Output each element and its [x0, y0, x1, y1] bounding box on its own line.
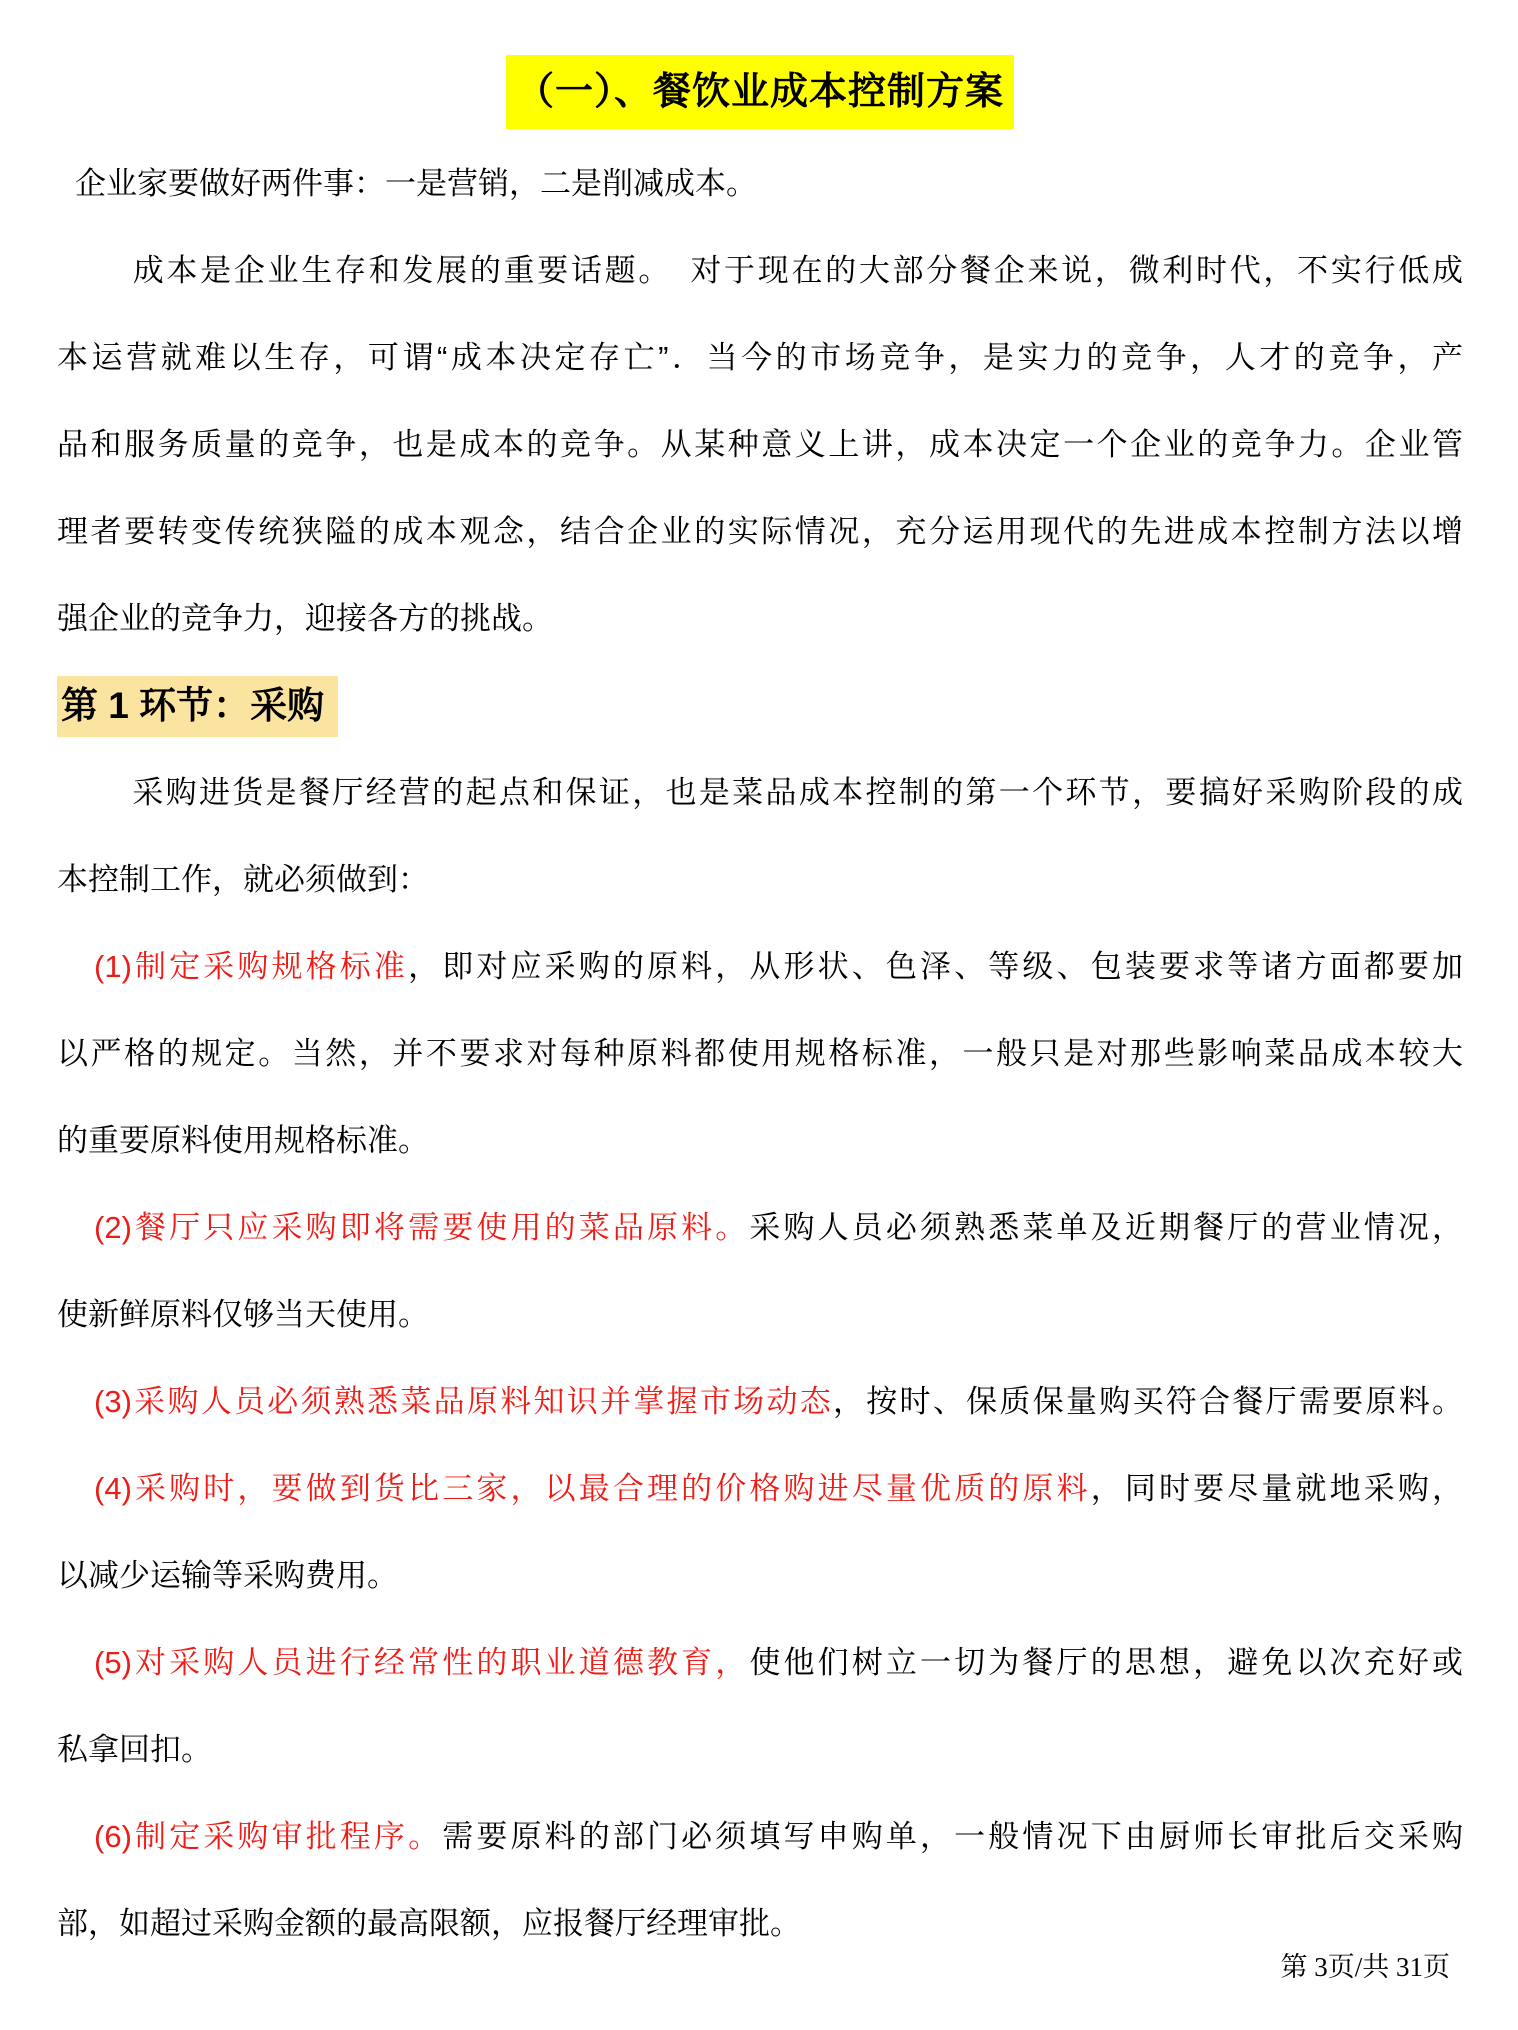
- body-text: 以严格的规定。当然，并不要求对每种原料都使用规格标准，一般只是对那些影响菜品成本较大: [57, 1036, 1463, 1071]
- first-line-indent: [57, 1846, 94, 1847]
- body-line: [57, 401, 1463, 488]
- body-text: 使新鲜原料仅够当天使用。: [57, 1297, 429, 1332]
- body-line: [57, 314, 1463, 401]
- body-line: [57, 1445, 1463, 1532]
- document-title: （一）、餐饮业成本控制方案: [506, 55, 1014, 129]
- document-page: [57, 55, 1463, 1967]
- first-line-indent: [57, 1672, 94, 1673]
- body-line: [57, 1010, 1463, 1097]
- page-number-footer: 第 3页/共 31页: [1280, 1952, 1450, 1982]
- emphasis-red-text: (2)餐厅只应采购即将需要使用的菜品原料。: [94, 1210, 750, 1245]
- body-line: [57, 1706, 1463, 1793]
- body-line: [57, 923, 1463, 1010]
- body-line: [57, 1619, 1463, 1706]
- body-line: [57, 1880, 1463, 1967]
- body-text: ，按时、保质保量购买符合餐厅需要原料。: [833, 1384, 1463, 1419]
- body-text: 私拿回扣。: [57, 1732, 212, 1767]
- body-text: 品和服务质量的竞争，也是成本的竞争。从某种意义上讲，成本决定一个企业的竞争力。企业管: [57, 427, 1463, 462]
- body-text: ，即对应采购的原料，从形状、色泽、等级、包装要求等诸方面都要加: [408, 949, 1464, 984]
- emphasis-red-text: (4)采购时，要做到货比三家，以最合理的价格购进尽量优质的原料: [94, 1471, 1091, 1506]
- first-line-indent: [57, 802, 130, 803]
- body-line: [57, 227, 1463, 314]
- body-text: 的重要原料使用规格标准。: [57, 1123, 429, 1158]
- body-text: 部，如超过采购金额的最高限额，应报餐厅经理审批。: [57, 1906, 801, 1941]
- body-line: [57, 1358, 1463, 1445]
- first-line-indent: [57, 1411, 94, 1412]
- body-text: 成本是企业生存和发展的重要话题。 对于现在的大部分餐企来说，微利时代，不实行低成: [130, 253, 1463, 288]
- body-text: 理者要转变传统狭隘的成本观念，结合企业的实际情况，充分运用现代的先进成本控制方法以增: [57, 514, 1463, 549]
- emphasis-red-text: (3)采购人员必须熟悉菜品原料知识并掌握市场动态: [94, 1384, 833, 1419]
- section-heading: 第 1 环节：采购: [57, 676, 338, 737]
- body-text: 采购进货是餐厅经营的起点和保证，也是菜品成本控制的第一个环节，要搞好采购阶段的成: [130, 775, 1463, 810]
- first-line-indent: [57, 976, 94, 977]
- emphasis-red-text: (6)制定采购审批程序。: [94, 1819, 443, 1854]
- body-line: [57, 836, 1463, 923]
- body-text: 采购人员必须熟悉菜单及近期餐厅的营业情况，: [749, 1210, 1463, 1245]
- section-heading-row: [57, 662, 1463, 749]
- body-line: [57, 140, 1463, 227]
- body-line: [57, 1271, 1463, 1358]
- first-line-indent: [57, 1237, 94, 1238]
- body-text: 强企业的竞争力，迎接各方的挑战。: [57, 601, 553, 636]
- body-text: 本控制工作，就必须做到：: [57, 862, 429, 897]
- document-title-row: [57, 55, 1463, 130]
- body-line: [57, 1184, 1463, 1271]
- first-line-indent: [57, 1498, 94, 1499]
- body-line: [57, 1097, 1463, 1184]
- emphasis-red-text: (1)制定采购规格标准: [94, 949, 409, 984]
- document-body: [57, 140, 1463, 1967]
- body-line: [57, 749, 1463, 836]
- body-text: ，同时要尽量就地采购，: [1090, 1471, 1463, 1506]
- body-text: 企业家要做好两件事：一是营销，二是削减成本。: [75, 166, 757, 201]
- emphasis-red-text: (5)对采购人员进行经常性的职业道德教育，: [94, 1645, 750, 1680]
- first-line-indent: [57, 193, 75, 194]
- body-text: 本运营就难以生存，可谓“成本决定存亡”．当今的市场竞争，是实力的竞争，人才的竞争，产: [57, 340, 1463, 375]
- body-line: [57, 1532, 1463, 1619]
- first-line-indent: [57, 280, 130, 281]
- body-line: [57, 1793, 1463, 1880]
- body-text: 使他们树立一切为餐厅的思想，避免以次充好或: [749, 1645, 1463, 1680]
- body-line: [57, 488, 1463, 575]
- body-line: [57, 575, 1463, 662]
- body-text: 以减少运输等采购费用。: [57, 1558, 398, 1593]
- body-text: 需要原料的部门必须填写申购单，一般情况下由厨师长审批后交采购: [442, 1819, 1463, 1854]
